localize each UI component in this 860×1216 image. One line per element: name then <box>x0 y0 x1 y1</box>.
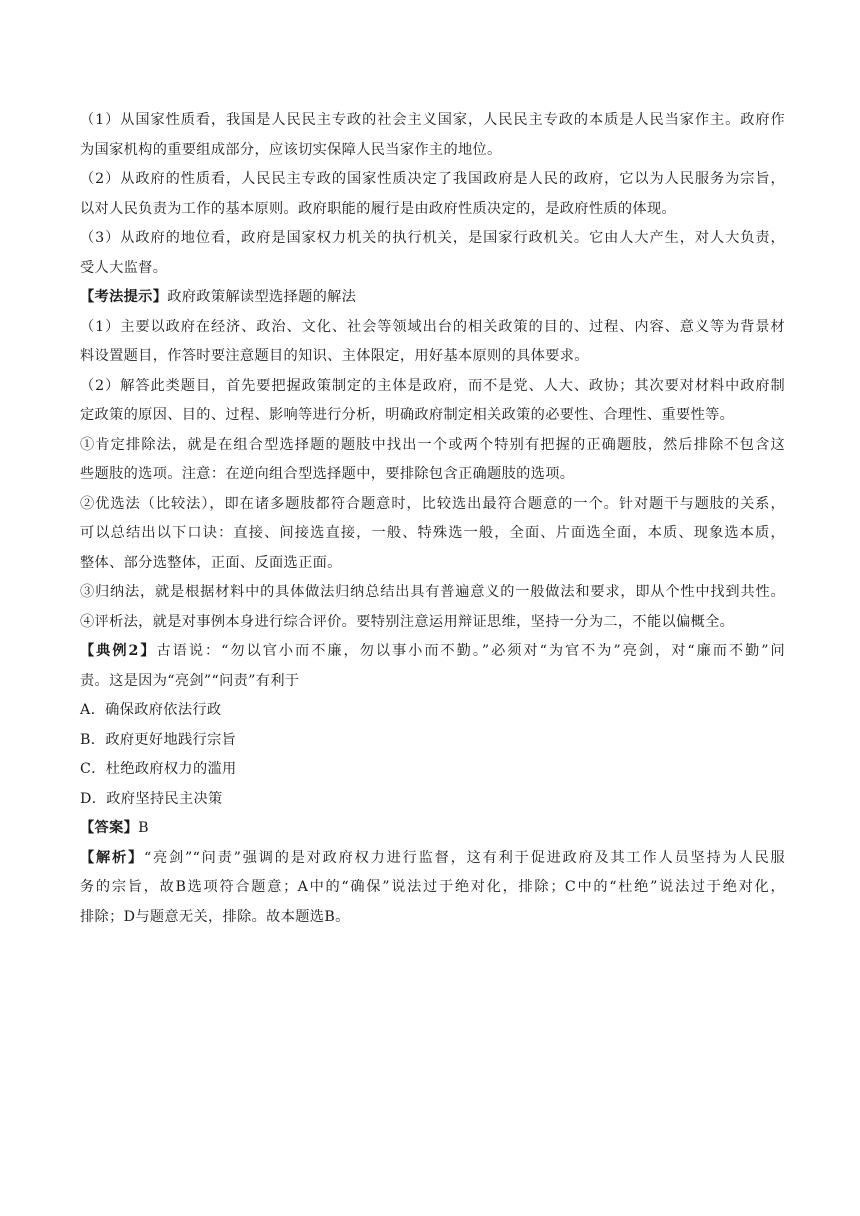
option-b: B．政府更好地践行宗旨 <box>80 731 237 748</box>
method-optimal-line1: ②优选法（比较法），即在诸多题肢都符合题意时，比较选出最符合题意的一个。针对题干与题肢的关系， <box>80 495 785 512</box>
analysis-text-line1: “亮剑”“问责”强调的是对政府权力进行监督，这有利于促进政府及其工作人员坚持为人民服 <box>143 849 785 866</box>
tip-point-1-line2: 料设置题目，作答时要注意题目的知识、主体限定，用好基本原则的具体要求。 <box>80 348 589 364</box>
tip-point-2-line1: （2）解答此类题目，首先要把握政策制定的主体是政府，而不是党、人大、政协；其次要对材料中政府制 <box>80 377 785 394</box>
tip-title: 政府政策解读型选择题的解法 <box>167 289 357 305</box>
paragraph-nature-line2: 为国家机构的重要组成部分，应该切实保障人民当家作主的地位。 <box>80 141 502 158</box>
paragraph-government-nature-line1: （2）从政府的性质看，人民民主专政的国家性质决定了我国政府是人民的政府，它以为人民服务为宗旨， <box>80 171 785 187</box>
answer-line <box>80 814 785 844</box>
analysis-label: 【解析】 <box>80 849 144 866</box>
method-evaluation: ④评析法，就是对事例本身进行综合评价。要特别注意运用辩证思维，坚持一分为二，不能以偏概全。 <box>80 613 735 630</box>
option-c: C．杜绝政府权力的滥用 <box>80 761 237 777</box>
example-question-line2: 责。这是因为“亮剑”“问责”有利于 <box>80 672 300 689</box>
method-optimal-line2: 可以总结出以下口诀：直接、间接选直接，一般、特殊选一般，全面、片面选全面，本质、现象选本质， <box>80 525 785 541</box>
option-d: D．政府坚持民主决策 <box>80 790 223 807</box>
paragraph-government-status-line2: 受人大监督。 <box>80 259 168 276</box>
method-optimal-line3: 整体、部分选整体，正面、反面选正面。 <box>80 554 342 571</box>
analysis-line2: 务的宗旨，故B选项符合题意；A中的“确保”说法过于绝对化，排除；C中的“杜绝”说法过于绝对化， <box>80 879 785 895</box>
paragraph-government-status-line1: （3）从政府的地位看，政府是国家权力机关的执行机关，是国家行政机关。它由人大产生，对人大负责， <box>80 230 785 246</box>
method-induction: ③归纳法，就是根据材料中的具体做法归纳总结出具有普遍意义的一般做法和要求，即从个性中找到共性。 <box>80 584 785 600</box>
tip-heading <box>80 283 785 313</box>
answer-value: B <box>138 820 149 836</box>
method-exclusion-line2: 些题肢的选项。注意：在逆向组合型选择题中，要排除包含正确题肢的选项。 <box>80 466 575 482</box>
document-body <box>80 106 785 932</box>
example-text-line1: 古语说：“勿以官小而不廉，勿以事小而不勤。”必须对“为官不为”亮剑，对“廉而不勤”问 <box>156 643 785 659</box>
example-question-line1 <box>80 637 785 667</box>
example-label: 【典例2】 <box>80 643 157 659</box>
answer-label: 【答案】 <box>80 820 139 836</box>
paragraph-government-nature-line2: 以对人民负责为工作的基本原则。政府职能的履行是由政府性质决定的，是政府性质的体现。 <box>80 200 677 217</box>
tip-label: 【考法提示】 <box>80 289 168 305</box>
analysis-line1 <box>80 844 785 874</box>
tip-point-1-line1: （1）主要以政府在经济、政治、文化、社会等领域出台的相关政策的目的、过程、内容、意义等为背景材 <box>80 318 785 335</box>
option-a: A．确保政府依法行政 <box>80 702 222 718</box>
tip-point-2-line2: 定政策的原因、目的、过程、影响等进行分析，明确政府制定相关政策的必要性、合理性、重要性等。 <box>80 407 735 423</box>
paragraph-nature-line1: （1）从国家性质看，我国是人民民主专政的社会主义国家，人民民主专政的本质是人民当家作主。政府作 <box>80 112 785 128</box>
method-exclusion-line1: ①肯定排除法，就是在组合型选择题的题肢中找出一个或两个特别有把握的正确题肢，然后排除不包含这 <box>80 436 785 453</box>
analysis-line3: 排除；D与题意无关，排除。故本题选B。 <box>80 908 350 925</box>
